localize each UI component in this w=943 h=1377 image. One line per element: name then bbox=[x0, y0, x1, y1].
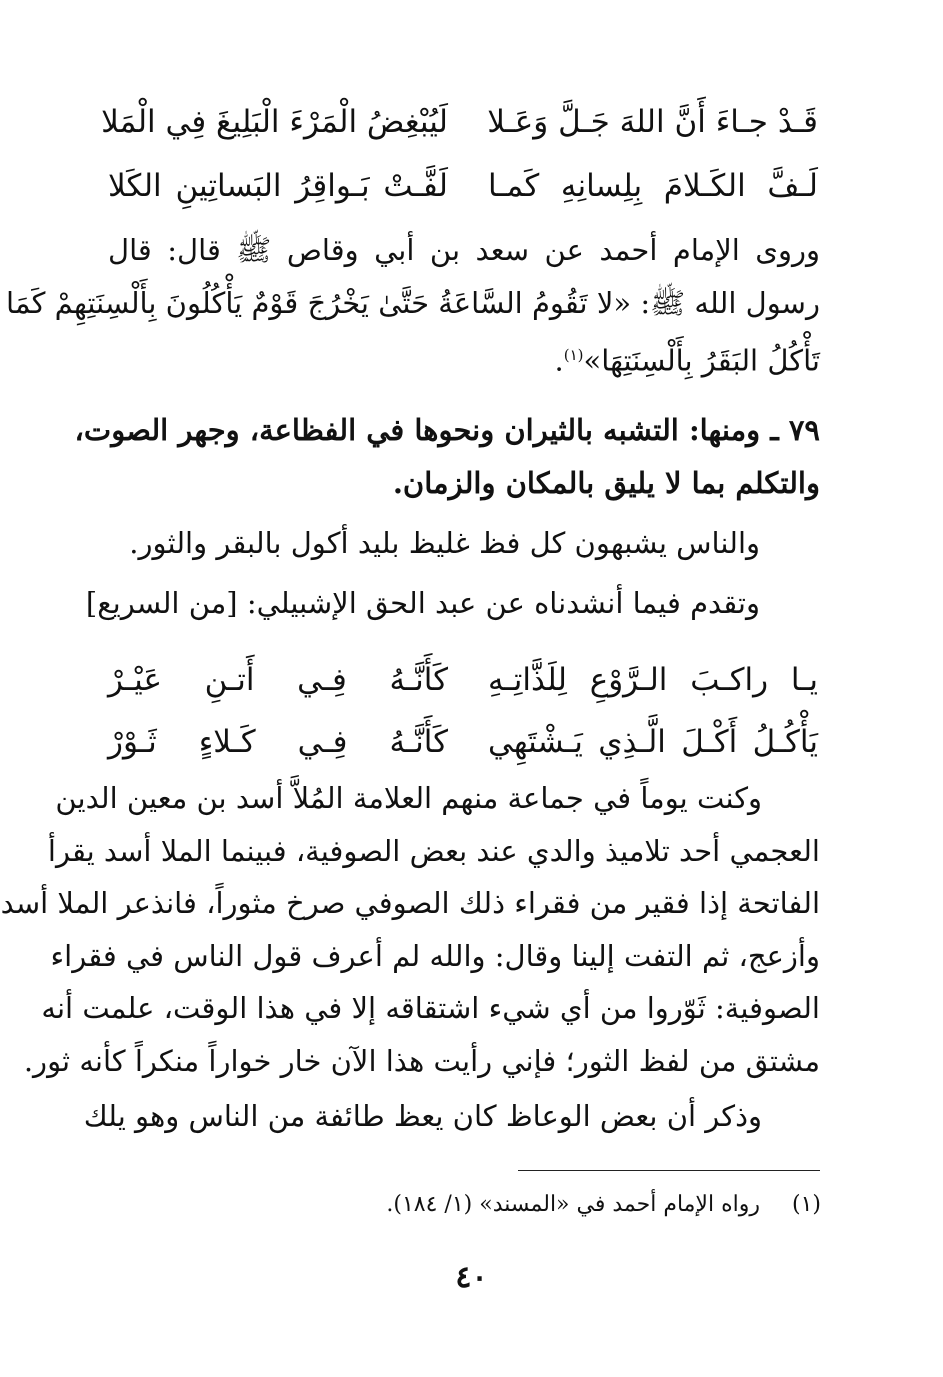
text-line: وكنت يوماً في جماعة منهم العلامة المُلاَّ أسد بن معين الدين bbox=[55, 781, 762, 815]
text-line: الفاتحة إذا فقير من فقراء ذلك الصوفي صرخ مثوراً، فانذعر الملا أسد bbox=[0, 886, 820, 920]
verse-line bbox=[108, 714, 818, 770]
verse-hemistich-left: لَفَّـتْ بَـواقِرُ البَساتِينِ الكَلا bbox=[108, 168, 448, 204]
verse-hemistich-right: يَأْكُـلُ أَكْـلَ الَّـذِي يَـشْتَهِي bbox=[488, 724, 818, 760]
footnote-text: رواه الإمام أحمد في «المسند» (١/ ١٨٤). bbox=[386, 1192, 760, 1217]
text-line bbox=[108, 329, 820, 382]
period: . bbox=[554, 343, 564, 378]
verse-hemistich-right: لَـفَّ الكَـلامَ بِلِسانِهِ كَمـا bbox=[488, 168, 818, 204]
verse-hemistich-left: لَيُبْغِضُ الْمَرْءَ الْبَلِيغَ فِي الْمَلا bbox=[101, 104, 448, 140]
verse-hemistich-left: كَأَنَّـهُ فِـي كَـلاءٍ ثَـوْرْ bbox=[108, 724, 448, 760]
heading-line: ٧٩ ـ ومنها: التشبه بالثيران ونحوها في الفظاعة، وجهر الصوت، bbox=[74, 413, 820, 447]
section-heading bbox=[74, 404, 820, 509]
footnote-divider bbox=[518, 1170, 820, 1171]
story-paragraph bbox=[0, 772, 820, 1087]
hadith-paragraph bbox=[6, 224, 820, 382]
footnote-ref: (١) bbox=[563, 346, 584, 364]
text-line: العجمي أحد تلاميذ والدي عند بعض الصوفية، فبينما الملا أسد يقرأ bbox=[47, 833, 820, 868]
verse-hemistich-right: يـا راكـبَ الـرَّوْعِ لِلَذَّاتِـهِ bbox=[488, 662, 818, 698]
footnote bbox=[386, 1192, 821, 1217]
footnote-number: (١) bbox=[791, 1192, 821, 1217]
verse-hemistich-right: قَـدْ جـاءَ أَنَّ اللهَ جَـلَّ وَعَـلا bbox=[487, 104, 818, 140]
people-sentence: والناس يشبهون كل فظ غليظ بليد أكول بالبقر والثور. bbox=[129, 526, 760, 560]
text-line: الصوفية: ثَوّروا من أي شيء اشتقاقه إلا في هذا الوقت، علمت أنه bbox=[41, 991, 820, 1025]
text-line: وروى الإمام أحمد عن سعد بن أبي وقاص ﷺ قال: قال bbox=[108, 233, 820, 267]
hadith-quote: تَأْكُلُ البَقَرُ بِأَلْسِنَتِهَا» bbox=[583, 343, 820, 378]
closing-paragraph bbox=[83, 1090, 820, 1143]
poem-intro: وتقدم فيما أنشدناه عن عبد الحق الإشبيلي: [من السريع] bbox=[85, 586, 760, 620]
text-line: رسول الله ﷺ: «لا تَقُومُ السَّاعَةُ حَتَّىٰ يَخْرُجَ قَوْمٌ يَأْكُلُونَ بِأَلْسِنَتِهِمْ كَمَا bbox=[6, 285, 820, 320]
text-line: وذكر أن بعض الوعاظ كان يعظ طائفة من الناس وهو يلك bbox=[83, 1099, 762, 1133]
page-number: ٤٠ bbox=[455, 1260, 488, 1295]
text-line: مشتق من لفظ الثور؛ فإني رأيت هذا الآن خار خواراً منكراً كأنه ثور. bbox=[23, 1043, 820, 1078]
verse-line bbox=[108, 652, 818, 708]
heading-line: والتكلم بما لا يليق بالمكان والزمان. bbox=[392, 465, 820, 500]
text-line: وأزعج، ثم التفت إلينا وقال: والله لم أعرف قول الناس في فقراء bbox=[50, 938, 820, 973]
verse-hemistich-left: كَأَنَّـهُ فِـي أَتـنِ عَيْـرْ bbox=[108, 662, 448, 698]
verse-line bbox=[101, 94, 818, 150]
verse-line bbox=[108, 158, 818, 214]
